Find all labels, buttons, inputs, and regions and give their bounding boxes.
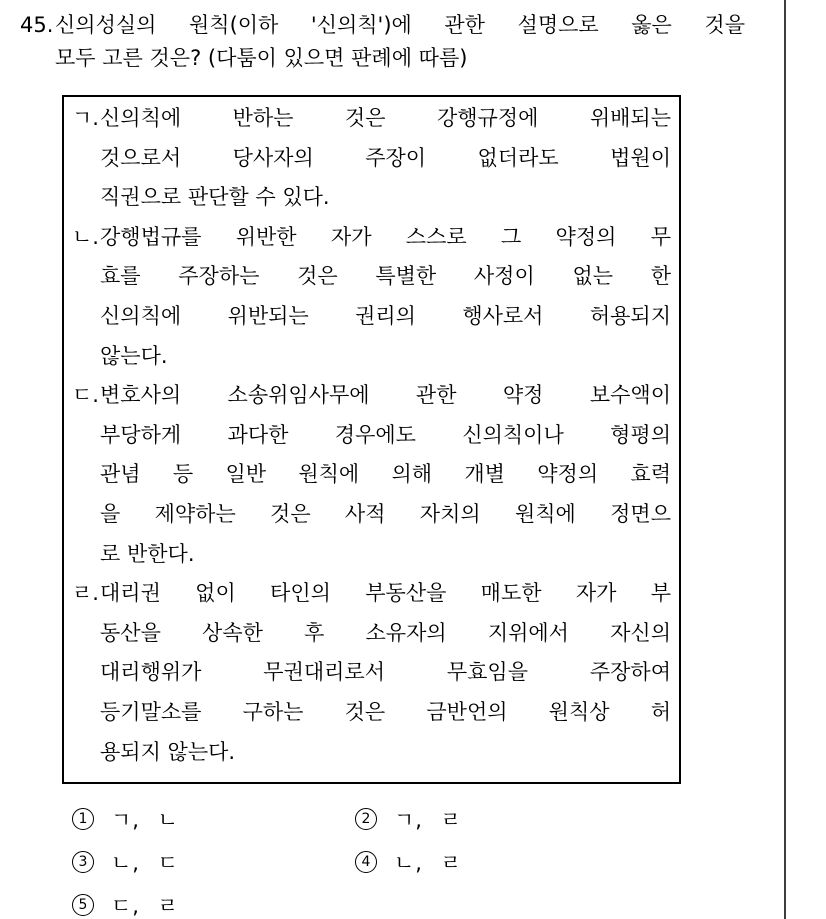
statement-text: 않는다.: [100, 343, 168, 368]
choice-1-circled-number: 1: [72, 808, 94, 830]
statement-text: 용되지 않는다.: [100, 739, 236, 764]
statement-g-line-1: [64, 99, 679, 139]
choice-3-circled-number: 3: [72, 851, 94, 873]
choice-4-circled-number: 4: [355, 851, 377, 873]
statement-text: 신의칙에 반하는 것은 강행규정에 위배되는: [100, 106, 671, 130]
question-text: [55, 9, 745, 75]
choice-5-circled-number: 5: [72, 894, 94, 916]
statement-r-line-5: [64, 733, 679, 773]
choice-2-circled-number: 2: [355, 808, 377, 830]
statement-d-line-2: [64, 416, 679, 456]
choice-5[interactable]: [72, 892, 179, 918]
statement-r-marker: ㄹ.: [72, 581, 99, 606]
statement-box: [62, 95, 681, 784]
statement-text: 부당하게 과다한 경우에도 신의칙이나 형평의: [100, 422, 671, 447]
statement-text: 강행법규를 위반한 자가 스스로 그 약정의 무: [100, 224, 671, 249]
statement-r-line-1: [64, 574, 679, 614]
statement-text: 관념 등 일반 원칙에 의해 개별 약정의 효력: [100, 462, 671, 487]
statement-d-line-1: [64, 376, 679, 416]
statement-r-line-2: [64, 614, 679, 654]
statement-text: 대리행위가 무권대리로서 무효임을 주장하여: [100, 660, 671, 685]
choice-2-label: ㄱ, ㄹ: [394, 808, 462, 832]
statement-g-line-2: [64, 139, 679, 179]
choice-4-label: ㄴ, ㄹ: [394, 851, 462, 875]
statement-text: 등기말소를 구하는 것은 금반언의 원칙상 허: [100, 699, 671, 724]
statement-d-line-4: [64, 495, 679, 535]
choice-3[interactable]: [72, 849, 179, 875]
statement-text: 신의칙에 위반되는 권리의 행사로서 허용되지: [100, 303, 671, 328]
statement-text: 것으로서 당사자의 주장이 없더라도 법원이: [100, 145, 671, 170]
question-header: [20, 9, 745, 75]
statement-r-line-4: [64, 693, 679, 733]
choice-4[interactable]: [355, 849, 462, 875]
statement-text: 대리권 없이 타인의 부동산을 매도한 자가 부: [100, 581, 671, 606]
statement-g-marker: ㄱ.: [72, 106, 99, 130]
statement-text: 직권으로 판단할 수 있다.: [100, 185, 330, 210]
statement-n-line-2: [64, 257, 679, 297]
statement-n-line-4: [64, 337, 679, 377]
statement-text: 동산을 상속한 후 소유자의 지위에서 자신의: [100, 620, 671, 645]
statement-n-marker: ㄴ.: [72, 224, 99, 249]
statement-g-line-3: [64, 178, 679, 218]
statement-text: 을 제약하는 것은 사적 자치의 원칙에 정면으: [100, 501, 671, 526]
choice-1[interactable]: [72, 806, 179, 832]
choice-2[interactable]: [355, 806, 462, 832]
choice-5-label: ㄷ, ㄹ: [111, 894, 179, 918]
statement-d-line-5: [64, 535, 679, 575]
question-line-1: 신의성실의 원칙(이하 '신의칙')에 관한 설명으로 옳은 것을: [55, 13, 745, 37]
statement-text: 효를 주장하는 것은 특별한 사정이 없는 한: [100, 264, 671, 289]
statement-d-line-3: [64, 455, 679, 495]
statement-n-line-3: [64, 297, 679, 337]
statement-text: 변호사의 소송위임사무에 관한 약정 보수액이: [100, 383, 671, 408]
statement-n-line-1: [64, 218, 679, 258]
choice-1-label: ㄱ, ㄴ: [111, 808, 179, 832]
question-line-2: 모두 고른 것은? (다툼이 있으면 판례에 따름): [55, 46, 468, 70]
column-divider-line: [784, 0, 786, 919]
choice-3-label: ㄴ, ㄷ: [111, 851, 179, 875]
statement-d-marker: ㄷ.: [72, 383, 99, 408]
question-number: 45.: [20, 13, 54, 37]
statement-text: 로 반한다.: [100, 541, 195, 566]
statement-r-line-3: [64, 653, 679, 693]
